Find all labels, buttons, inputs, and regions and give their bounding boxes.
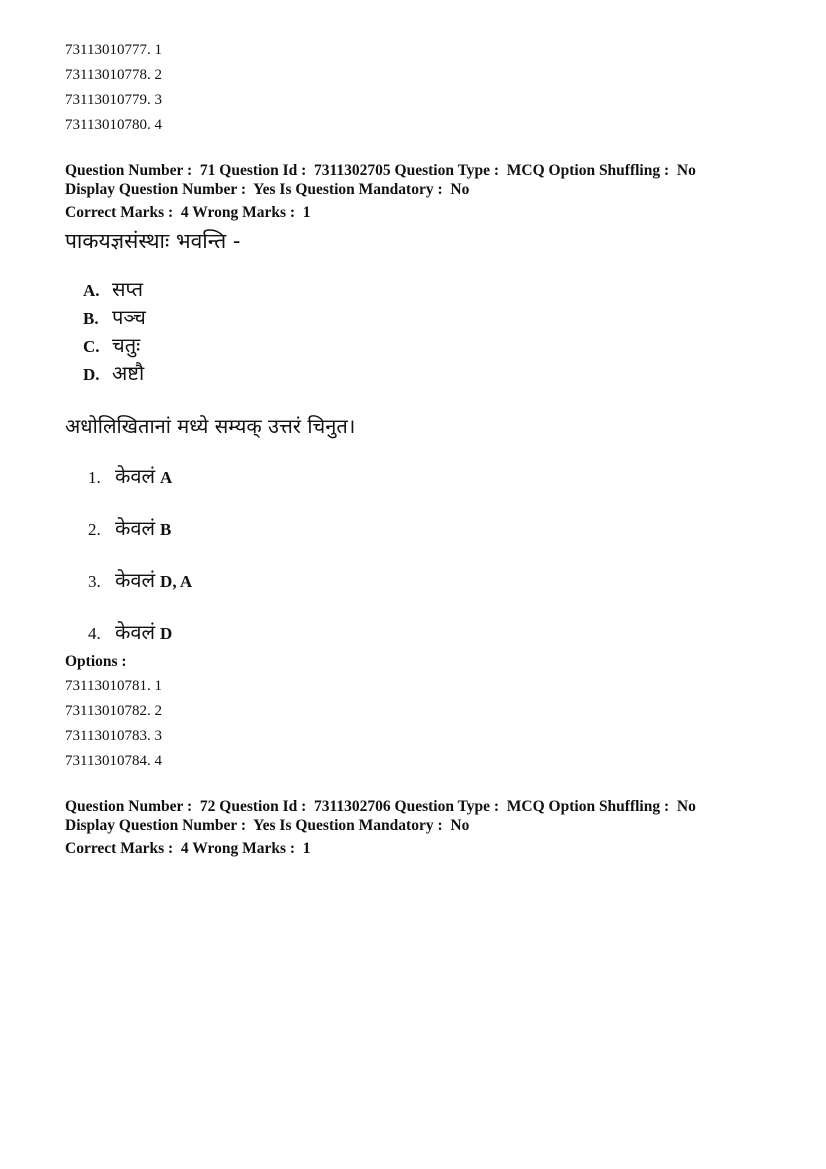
answer-number: 2.	[88, 520, 101, 539]
option-id: 73113010781. 1	[65, 678, 162, 694]
question-meta-line: Question Number : 71 Question Id : 7311302705 Question Type : MCQ Option Shuffling : No	[65, 162, 696, 179]
question-meta-line: Display Question Number : Yes Is Question Mandatory : No	[65, 181, 470, 198]
choice-label: A.	[83, 281, 100, 300]
instruction-text: अधोलिखितानां मध्ये सम्यक् उत्तरं चिनुत।	[65, 414, 356, 438]
answer-letters: D, A	[160, 572, 193, 591]
question-71	[65, 161, 765, 774]
choice-list	[83, 275, 765, 387]
question-meta-line: Question Number : 72 Question Id : 7311302706 Question Type : MCQ Option Shuffling : No	[65, 798, 696, 815]
answer-item	[88, 461, 765, 513]
choice-label: B.	[83, 309, 99, 328]
option-id: 73113010782. 2	[65, 703, 162, 719]
option-id: 73113010780. 4	[65, 117, 162, 133]
question-71-meta	[65, 161, 765, 222]
marks-line: Correct Marks : 4 Wrong Marks : 1	[65, 204, 311, 221]
answer-number: 3.	[88, 572, 101, 591]
choice-item	[83, 275, 765, 303]
question-72	[65, 797, 765, 858]
answer-devanagari: केवलं	[115, 620, 156, 644]
options-list	[65, 674, 765, 774]
choice-label: D.	[83, 365, 100, 384]
answer-item	[88, 513, 765, 565]
question-paper-page	[65, 38, 765, 858]
choice-item	[83, 359, 765, 387]
option-id: 73113010783. 3	[65, 728, 162, 744]
option-id: 73113010778. 2	[65, 67, 162, 83]
question-meta-line: Display Question Number : Yes Is Question Mandatory : No	[65, 817, 470, 834]
answer-item	[88, 565, 765, 617]
choice-text: पञ्च	[112, 305, 146, 329]
answer-devanagari: केवलं	[115, 516, 156, 540]
choice-text: सप्त	[112, 277, 144, 301]
option-id: 73113010784. 4	[65, 753, 162, 769]
answer-devanagari: केवलं	[115, 568, 156, 592]
question-stem: पाकयज्ञसंस्थाः भवन्ति -	[65, 229, 241, 253]
choice-text: अष्टौ	[112, 361, 145, 385]
answer-devanagari: केवलं	[115, 464, 156, 488]
answer-number: 1.	[88, 468, 101, 487]
answer-letters: D	[160, 624, 173, 643]
answer-letters: B	[160, 520, 172, 539]
option-id: 73113010777. 1	[65, 42, 162, 58]
question-72-meta	[65, 797, 765, 858]
choice-label: C.	[83, 337, 100, 356]
choice-item	[83, 331, 765, 359]
answer-number: 4.	[88, 624, 101, 643]
option-id: 73113010779. 3	[65, 92, 162, 108]
answer-list	[88, 461, 765, 669]
choice-text: चतुः	[112, 333, 141, 357]
marks-line: Correct Marks : 4 Wrong Marks : 1	[65, 840, 311, 857]
previous-options-list	[65, 38, 765, 138]
options-label: Options :	[65, 653, 127, 670]
choice-item	[83, 303, 765, 331]
answer-letters: A	[160, 468, 173, 487]
